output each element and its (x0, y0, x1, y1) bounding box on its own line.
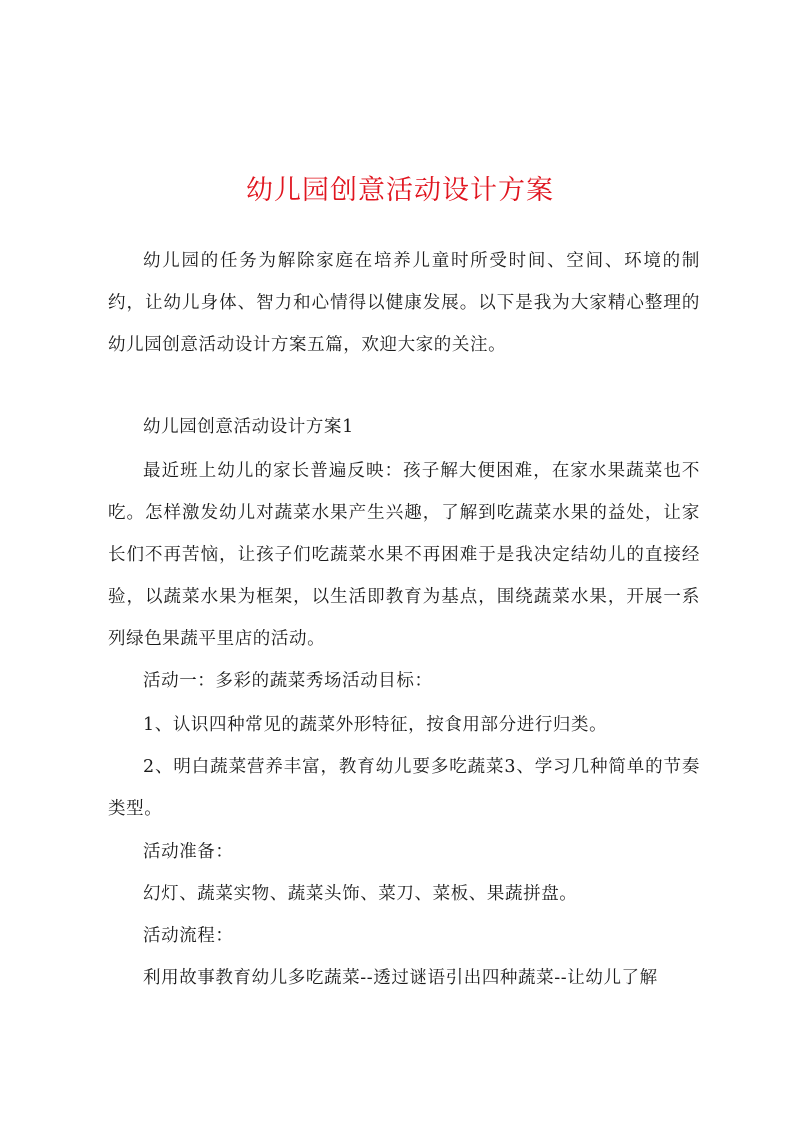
preparation-label: 活动准备： (143, 842, 234, 862)
goal-item-2: 2、明白蔬菜营养丰富，教育幼儿要多吃蔬菜3、学习几种简单的节奏类型。 (108, 757, 700, 819)
activity-heading: 活动一：多彩的蔬菜秀场活动目标： (143, 671, 433, 691)
materials-list: 幻灯、蔬菜实物、蔬菜头饰、菜刀、菜板、果蔬拼盘。 (143, 884, 578, 904)
intro-paragraph: 幼儿园的任务为解除家庭在培养儿童时所受时间、空间、环境的制约，让幼儿身体、智力和心情得以健康发展。以下是我为大家精心整理的幼儿园创意活动设计方案五篇，欢迎大家的关注。 (108, 251, 700, 355)
flow-label: 活动流程： (143, 926, 234, 946)
flow-text: 利用故事教育幼儿多吃蔬菜--透过谜语引出四种蔬菜--让幼儿了解 (143, 968, 658, 988)
section-heading: 幼儿园创意活动设计方案1 (143, 417, 354, 437)
goal-item-1: 1、认识四种常见的蔬菜外形特征，按食用部分进行归类。 (143, 715, 608, 735)
document-title: 幼儿园创意活动设计方案 (246, 175, 554, 206)
body-paragraph: 最近班上幼儿的家长普遍反映：孩子解大便困难，在家水果蔬菜也不吃。怎样激发幼儿对蔬菜水果产生兴趣，了解到吃蔬菜水果的益处，让家长们不再苦恼，让孩子们吃蔬菜水果不再困难于是我决定结幼儿的直接经验，以蔬菜水果为框架，以生活即教育为基点，围绕蔬菜水果，开展一系列绿色果蔬平里店的活动。 (108, 461, 700, 649)
